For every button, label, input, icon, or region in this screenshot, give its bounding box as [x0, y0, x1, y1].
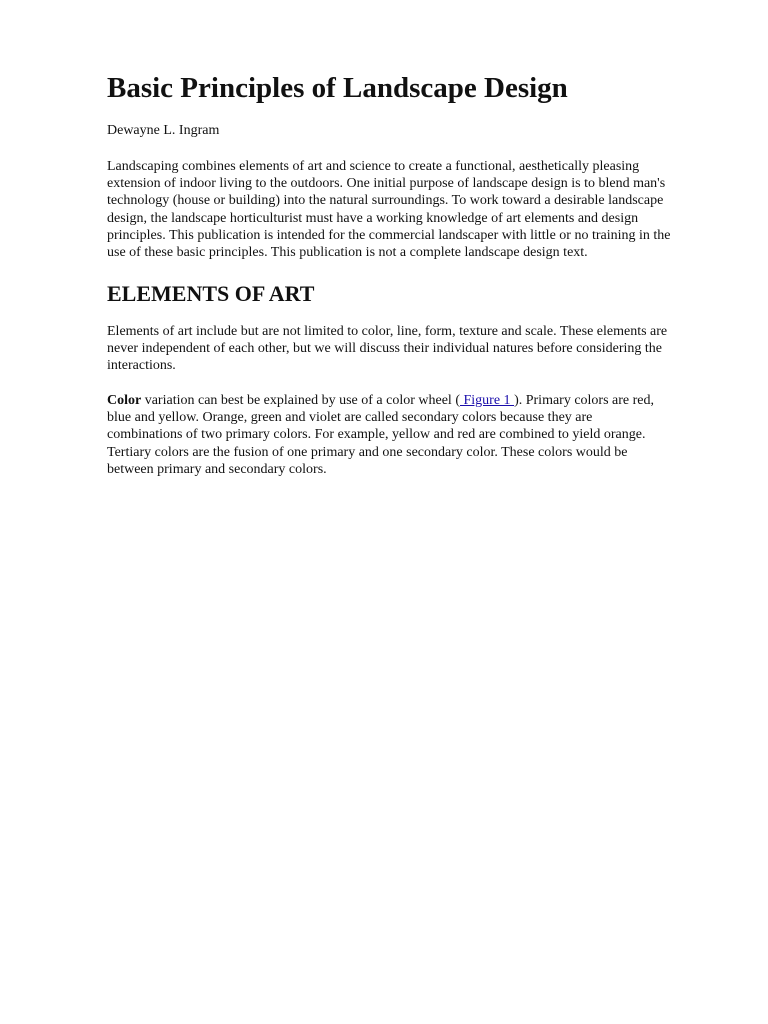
color-text-after-link: ). Primary colors are red,: [514, 393, 655, 408]
intro-line: technology (house or building) into the natural surroundings. To work toward a desirable landscape: [107, 193, 664, 209]
color-text-before-link: variation can best be explained by use of a color wheel (: [141, 393, 460, 408]
color-line: blue and yellow. Orange, green and violet are called secondary colors because they are: [107, 410, 593, 426]
color-paragraph: [107, 392, 719, 478]
color-term: Color: [107, 393, 142, 408]
elements-line: never independent of each other, but we will discuss their individual natures before considering the: [107, 341, 662, 357]
color-line: between primary and secondary colors.: [107, 461, 327, 477]
figure-1-link[interactable]: Figure 1: [460, 393, 515, 408]
document-title: Basic Principles of Landscape Design: [107, 72, 568, 104]
color-line: [107, 392, 719, 409]
elements-paragraph: [107, 323, 719, 375]
intro-line: use of these basic principles. This publication is not a complete landscape design text.: [107, 245, 588, 261]
elements-line: Elements of art include but are not limited to color, line, form, texture and scale. These elements are: [107, 324, 668, 339]
intro-line: Landscaping combines elements of art and science to create a functional, aesthetically pleasing: [107, 159, 640, 174]
section-heading-elements-of-art: ELEMENTS OF ART: [107, 281, 315, 306]
elements-line: interactions.: [107, 358, 176, 374]
intro-line: extension of indoor living to the outdoors. One initial purpose of landscape design is to blend man's: [107, 176, 666, 192]
intro-line: principles. This publication is intended for the commercial landscaper with little or no training in the: [107, 227, 671, 243]
intro-paragraph: [107, 158, 719, 261]
color-line: Tertiary colors are the fusion of one primary and one secondary color. These colors would be: [107, 444, 628, 460]
intro-line: design, the landscape horticulturist must have a working knowledge of art elements and design: [107, 210, 639, 226]
color-line: combinations of two primary colors. For example, yellow and red are combined to yield orange.: [107, 427, 646, 443]
author-name: Dewayne L. Ingram: [107, 123, 220, 138]
